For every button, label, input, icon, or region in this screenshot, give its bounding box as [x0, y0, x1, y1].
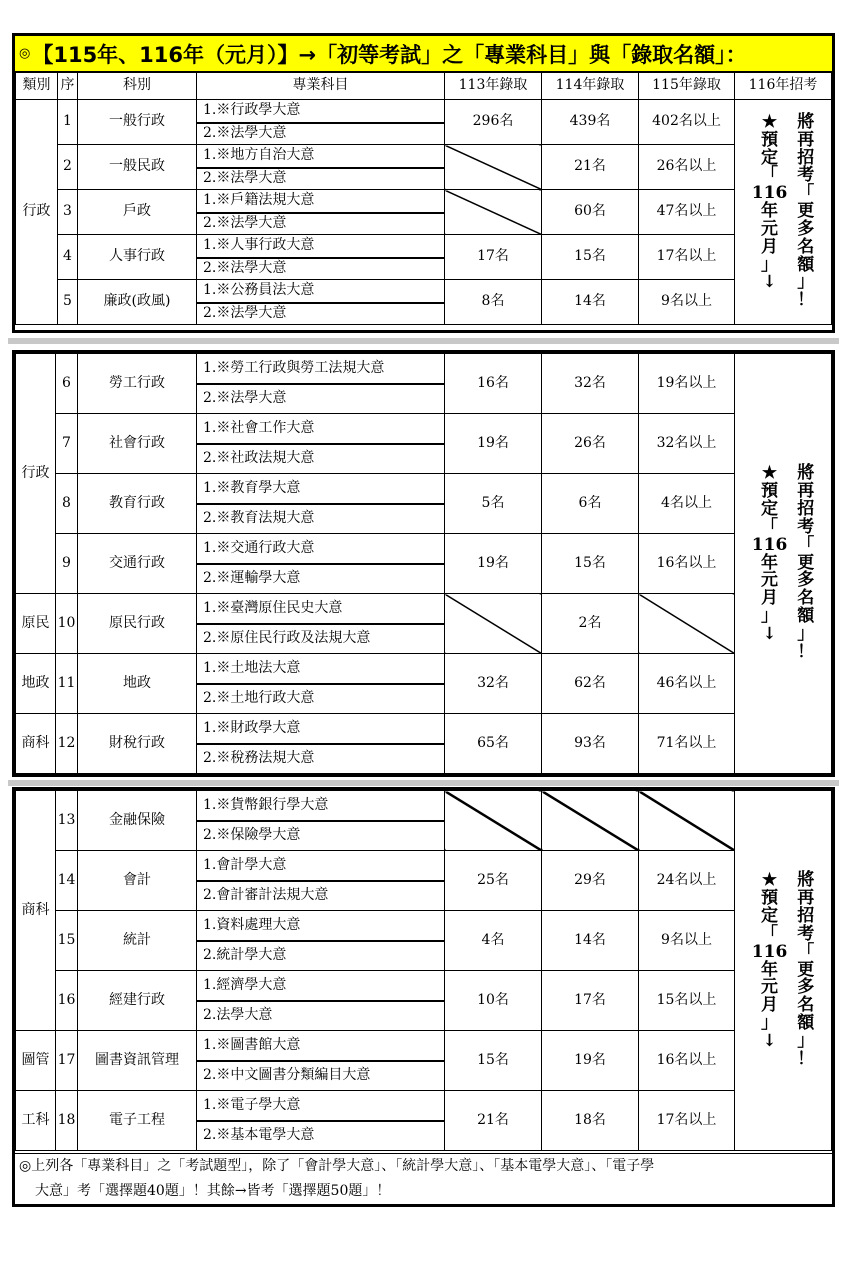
table-row	[16, 971, 832, 1001]
recruit-note-col-2: 將 再 招 考 「 更 多 名 額 」 ！	[797, 870, 815, 1069]
dept-cell: 社會行政	[78, 414, 197, 474]
dept-cell: 戶政	[78, 190, 197, 235]
title-text: 【115年、116年（元月）】→「初等考試」之「專業科目」與「錄取名額」：	[32, 42, 747, 67]
table-row	[16, 474, 832, 504]
header-dept: 科別	[78, 73, 197, 100]
y113-cell: 65名	[445, 714, 542, 774]
y113-cell: 16名	[445, 354, 542, 414]
y114-cell: 2名	[542, 594, 639, 654]
dept-cell: 電子工程	[78, 1091, 197, 1151]
y113-empty-cell	[445, 190, 542, 235]
y114-cell: 17名	[542, 971, 639, 1031]
y115-cell: 71名以上	[639, 714, 735, 774]
separator	[8, 780, 839, 786]
subject-2: 2.※中文圖書分類編目大意	[197, 1061, 445, 1091]
category-cell: 原民	[16, 594, 56, 654]
table-row	[16, 654, 832, 684]
category-cell: 商科	[16, 791, 56, 1031]
dept-cell: 一般民政	[78, 145, 197, 190]
header-116: 116年招考	[735, 73, 832, 100]
subject-2: 2.※法學大意	[197, 258, 445, 280]
table-row	[16, 1031, 832, 1061]
dept-cell: 統計	[78, 911, 197, 971]
dept-cell: 交通行政	[78, 534, 197, 594]
y115-cell: 402名以上	[639, 100, 735, 145]
subject-1: 1.※教育學大意	[197, 474, 445, 504]
table-row	[16, 100, 832, 123]
y114-cell: 15名	[542, 534, 639, 594]
subject-2: 2.※法學大意	[197, 303, 445, 325]
subject-1: 1.※公務員法大意	[197, 280, 445, 303]
subject-1: 1.※行政學大意	[197, 100, 445, 123]
page-title	[12, 33, 835, 71]
category-cell: 工科	[16, 1091, 56, 1151]
subject-2: 2.※稅務法規大意	[197, 744, 445, 774]
seq-cell: 17	[56, 1031, 78, 1091]
seq-cell: 15	[56, 911, 78, 971]
dept-cell: 人事行政	[78, 235, 197, 280]
recruit-note	[735, 791, 832, 1151]
dept-cell: 會計	[78, 851, 197, 911]
y113-empty-cell	[445, 145, 542, 190]
y113-cell: 25名	[445, 851, 542, 911]
seq-cell: 10	[56, 594, 78, 654]
recruit-note	[735, 100, 832, 325]
dept-cell: 圖書資訊管理	[78, 1031, 197, 1091]
subject-1: 1.※財政學大意	[197, 714, 445, 744]
y115-cell: 9名以上	[639, 280, 735, 325]
seq-cell: 11	[56, 654, 78, 714]
subject-2: 2.法學大意	[197, 1001, 445, 1031]
y115-cell: 15名以上	[639, 971, 735, 1031]
seq-cell: 12	[56, 714, 78, 774]
dept-cell: 地政	[78, 654, 197, 714]
y114-empty-cell	[542, 791, 639, 851]
subject-2: 2.※保險學大意	[197, 821, 445, 851]
y115-cell: 17名以上	[639, 235, 735, 280]
table-row	[16, 714, 832, 744]
header-category: 類別	[16, 73, 58, 100]
subject-2: 2.會計審計法規大意	[197, 881, 445, 911]
y115-empty-cell	[639, 594, 735, 654]
dept-cell: 教育行政	[78, 474, 197, 534]
dept-cell: 勞工行政	[78, 354, 197, 414]
subject-2: 2.※基本電學大意	[197, 1121, 445, 1151]
seq-cell: 6	[56, 354, 78, 414]
recruit-note-col-1: ★ 預 定 「 116 年 元 月 」 ↓	[751, 870, 788, 1051]
y113-cell: 19名	[445, 414, 542, 474]
subject-1: 1.經濟學大意	[197, 971, 445, 1001]
header-row	[16, 73, 832, 100]
subject-2: 2.※法學大意	[197, 213, 445, 235]
seq-cell: 13	[56, 791, 78, 851]
y114-cell: 21名	[542, 145, 639, 190]
table-3	[15, 790, 832, 1151]
y115-empty-cell	[639, 791, 735, 851]
seq-cell: 1	[58, 100, 78, 145]
y114-cell: 93名	[542, 714, 639, 774]
y115-cell: 16名以上	[639, 534, 735, 594]
header-seq: 序	[58, 73, 78, 100]
table-row	[16, 354, 832, 384]
subject-1: 1.會計學大意	[197, 851, 445, 881]
y115-cell: 4名以上	[639, 474, 735, 534]
table-row	[16, 594, 832, 624]
seq-cell: 5	[58, 280, 78, 325]
footnote-line-2: 大意」考「選擇題40題」！其餘→皆考「選擇題50題」！	[35, 1183, 391, 1199]
y113-empty-cell	[445, 791, 542, 851]
table-row	[16, 851, 832, 881]
y115-cell: 47名以上	[639, 190, 735, 235]
subject-2: 2.※教育法規大意	[197, 504, 445, 534]
subject-1: 1.※勞工行政與勞工法規大意	[197, 354, 445, 384]
footnote	[12, 1153, 835, 1207]
y113-cell: 21名	[445, 1091, 542, 1151]
y113-cell: 4名	[445, 911, 542, 971]
recruit-note-col-2: 將 再 招 考 「 更 多 名 額 」 ！	[797, 111, 815, 311]
y114-cell: 14名	[542, 280, 639, 325]
category-cell: 行政	[16, 100, 58, 325]
title-mark: ◎	[19, 46, 31, 61]
subject-1: 1.※戶籍法規大意	[197, 190, 445, 213]
subject-1: 1.資料處理大意	[197, 911, 445, 941]
y113-cell: 296名	[445, 100, 542, 145]
recruit-note-col-1: ★ 預 定 「 116 年 元 月 」 ↓	[751, 111, 788, 293]
dept-cell: 一般行政	[78, 100, 197, 145]
table-row	[16, 1091, 832, 1121]
recruit-note-col-1: ★ 預 定 「 116 年 元 月 」 ↓	[751, 463, 788, 644]
y114-cell: 14名	[542, 911, 639, 971]
y113-cell: 15名	[445, 1031, 542, 1091]
header-114: 114年錄取	[542, 73, 639, 100]
y113-cell: 32名	[445, 654, 542, 714]
y113-cell: 8名	[445, 280, 542, 325]
y114-cell: 439名	[542, 100, 639, 145]
subject-2: 2.※法學大意	[197, 123, 445, 145]
y113-empty-cell	[445, 594, 542, 654]
seq-cell: 14	[56, 851, 78, 911]
y114-cell: 15名	[542, 235, 639, 280]
subject-2: 2.※法學大意	[197, 168, 445, 190]
footnote-line-1: ◎上列各「專業科目」之「考試題型」，除了「會計學大意」、「統計學大意」、「基本電學大意」、「電子學	[19, 1158, 655, 1174]
category-cell: 商科	[16, 714, 56, 774]
category-cell: 行政	[16, 354, 56, 594]
header-subjects: 專業科目	[197, 73, 445, 100]
table-row	[16, 280, 832, 303]
seq-cell: 3	[58, 190, 78, 235]
seq-cell: 16	[56, 971, 78, 1031]
y114-cell: 32名	[542, 354, 639, 414]
subject-2: 2.※社政法規大意	[197, 444, 445, 474]
table-row	[16, 145, 832, 168]
y115-cell: 46名以上	[639, 654, 735, 714]
table-1	[15, 72, 832, 325]
y115-cell: 19名以上	[639, 354, 735, 414]
y114-cell: 6名	[542, 474, 639, 534]
subject-2: 2.統計學大意	[197, 941, 445, 971]
recruit-note	[735, 354, 832, 774]
y114-cell: 62名	[542, 654, 639, 714]
recruit-note-col-2: 將 再 招 考 「 更 多 名 額 」 ！	[797, 463, 815, 662]
y115-cell: 24名以上	[639, 851, 735, 911]
seq-cell: 9	[56, 534, 78, 594]
y115-cell: 17名以上	[639, 1091, 735, 1151]
table-row	[16, 190, 832, 213]
dept-cell: 經建行政	[78, 971, 197, 1031]
y114-cell: 60名	[542, 190, 639, 235]
y115-cell: 16名以上	[639, 1031, 735, 1091]
header-113: 113年錄取	[445, 73, 542, 100]
subject-1: 1.※地方自治大意	[197, 145, 445, 168]
y114-cell: 29名	[542, 851, 639, 911]
subject-1: 1.※臺灣原住民史大意	[197, 594, 445, 624]
header-115: 115年錄取	[639, 73, 735, 100]
y115-cell: 32名以上	[639, 414, 735, 474]
y115-cell: 26名以上	[639, 145, 735, 190]
y113-cell: 10名	[445, 971, 542, 1031]
dept-cell: 原民行政	[78, 594, 197, 654]
subject-2: 2.※運輸學大意	[197, 564, 445, 594]
subject-1: 1.※貨幣銀行學大意	[197, 791, 445, 821]
subject-1: 1.※圖書館大意	[197, 1031, 445, 1061]
y114-cell: 26名	[542, 414, 639, 474]
subject-2: 2.※法學大意	[197, 384, 445, 414]
separator	[8, 338, 839, 344]
subject-2: 2.※原住民行政及法規大意	[197, 624, 445, 654]
category-cell: 圖管	[16, 1031, 56, 1091]
table-block-1	[12, 71, 835, 333]
table-block-3	[12, 787, 835, 1153]
subject-1: 1.※交通行政大意	[197, 534, 445, 564]
subject-2: 2.※土地行政大意	[197, 684, 445, 714]
y114-cell: 19名	[542, 1031, 639, 1091]
table-row	[16, 414, 832, 444]
dept-cell: 廉政(政風)	[78, 280, 197, 325]
y113-cell: 5名	[445, 474, 542, 534]
category-cell: 地政	[16, 654, 56, 714]
table-row	[16, 791, 832, 821]
seq-cell: 18	[56, 1091, 78, 1151]
table-2	[15, 353, 832, 774]
dept-cell: 金融保險	[78, 791, 197, 851]
subject-1: 1.※電子學大意	[197, 1091, 445, 1121]
seq-cell: 4	[58, 235, 78, 280]
y114-cell: 18名	[542, 1091, 639, 1151]
subject-1: 1.※人事行政大意	[197, 235, 445, 258]
seq-cell: 2	[58, 145, 78, 190]
dept-cell: 財稅行政	[78, 714, 197, 774]
table-row	[16, 534, 832, 564]
seq-cell: 8	[56, 474, 78, 534]
table-block-2	[12, 350, 835, 777]
subject-1: 1.※社會工作大意	[197, 414, 445, 444]
y113-cell: 17名	[445, 235, 542, 280]
table-row	[16, 911, 832, 941]
table-row	[16, 235, 832, 258]
y115-cell: 9名以上	[639, 911, 735, 971]
subject-1: 1.※土地法大意	[197, 654, 445, 684]
y113-cell: 19名	[445, 534, 542, 594]
seq-cell: 7	[56, 414, 78, 474]
